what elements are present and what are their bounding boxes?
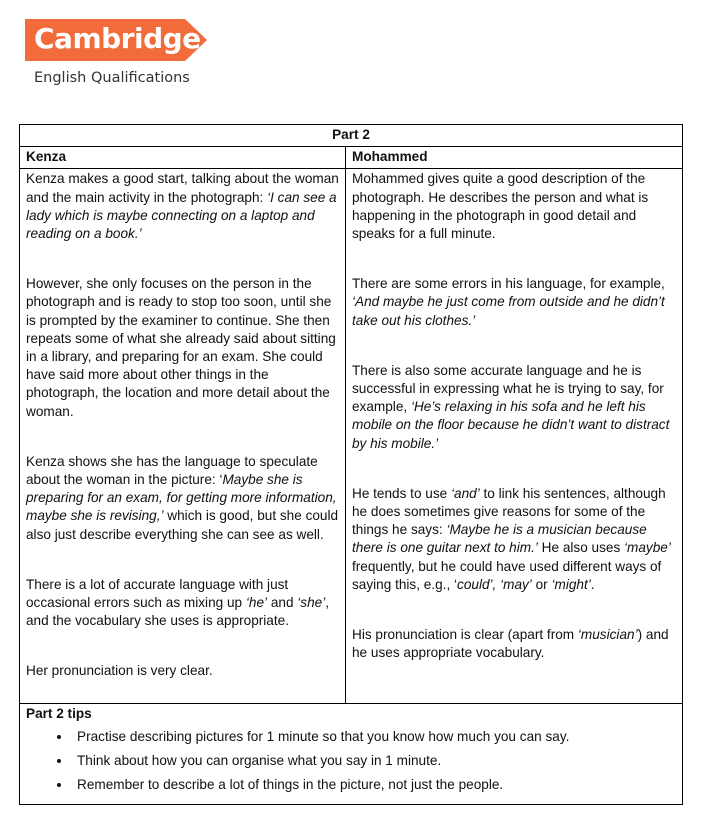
kenza-paragraph-4 xyxy=(26,576,339,631)
mohammed-paragraph-1: Mohammed gives quite a good description of the photograph. He describes the person and what is happening in the photograph in good detail and speaks for a full minute. xyxy=(352,171,649,242)
kenza-paragraph-5: Her pronunciation is very clear. xyxy=(26,663,213,679)
mohammed-p4-quote-and: ‘and’ xyxy=(451,485,480,501)
kenza-p4-text: There is a lot of accurate language with just occasional errors such as mixing up xyxy=(26,576,289,611)
kenza-comments xyxy=(20,169,346,704)
kenza-p3-quote: Maybe she is preparing for an exam, for getting more information, maybe she is revising,’ xyxy=(26,472,337,524)
mohammed-p2-quote: ‘And maybe he just come from outside and he didn’t take out his clothes.’ xyxy=(352,294,665,328)
tips-row xyxy=(20,704,683,805)
mohammed-p5-quote: ‘musician’ xyxy=(577,627,638,643)
tip-item: • Remember to describe a lot of things in the picture, not just the people. xyxy=(72,776,676,794)
table-title-row xyxy=(20,125,683,147)
kenza-paragraph-2: However, she only focuses on the person in the photograph and is ready to stop too soon, until she is prompted by the examiner to continue. She then repeats some of what she already said about sitting in a library, and preparing for an exam. She could have said more about other things in the photograph, the location and more detail about the woman. xyxy=(26,276,336,419)
mohammed-p4-quote-could-may: could’, ‘may’ xyxy=(457,576,532,592)
logo-subtitle: English Qualifications xyxy=(34,70,190,86)
tips-cell xyxy=(20,704,683,805)
kenza-p4-quote-she: ‘she’ xyxy=(297,595,326,611)
mohammed-p4-text-3: He also uses xyxy=(537,540,625,556)
mohammed-p4-text: He tends to use xyxy=(352,485,451,501)
mohammed-p3-quote: ‘He’s relaxing in his sofa and he left his mobile on the floor because he didn’t want to distract by his mobile.’ xyxy=(352,399,670,451)
tip-item: • Practise describing pictures for 1 minute so that you know how much you can say. xyxy=(72,728,676,746)
mohammed-comments xyxy=(346,169,683,704)
comments-row xyxy=(20,169,683,704)
kenza-header: Kenza xyxy=(20,147,346,169)
mohammed-p5-text-end: ) and he uses appropriate vocabulary. xyxy=(352,627,669,661)
mohammed-p4-quote-maybe: ‘maybe’ xyxy=(624,540,671,556)
mohammed-p2-text: There are some errors in his language, for example, xyxy=(352,276,665,292)
mohammed-p4-or: or xyxy=(531,576,552,592)
header-row xyxy=(20,147,683,169)
kenza-p1-quote: ‘I can see a lady which is maybe connecting on a laptop and reading on a book.’ xyxy=(26,189,337,242)
table-title: Part 2 xyxy=(20,125,683,147)
cambridge-logo xyxy=(25,19,207,61)
kenza-p4-and: and xyxy=(267,595,298,611)
kenza-p4-text-end: , and the vocabulary she uses is appropriate. xyxy=(26,595,330,629)
tip-item: • Think about how you can organise what you say in 1 minute. xyxy=(72,752,676,770)
tips-list xyxy=(26,728,676,795)
mohammed-p4-quote-might: ‘might’ xyxy=(551,576,591,592)
kenza-p3-text: Kenza shows she has the language to speculate about the woman in the picture: ‘ xyxy=(26,453,318,488)
kenza-paragraph-1 xyxy=(26,170,339,243)
mohammed-header: Mohammed xyxy=(346,147,683,169)
kenza-p1-text: Kenza makes a good start, talking about the woman and the main activity in the photograph: xyxy=(26,171,339,205)
mohammed-p4-text-2: to link his sentences, although he does sometimes give reasons for some of the things he says: xyxy=(352,485,666,538)
mohammed-paragraph-4 xyxy=(352,485,676,594)
tips-title: Part 2 tips xyxy=(26,706,92,722)
mohammed-p3-text: There is also some accurate language and he is successful in expressing what he is trying to say, for example, xyxy=(352,362,664,415)
kenza-p3-text-end: which is good, but she could also just describe everything she can see as well. xyxy=(26,508,339,542)
mohammed-p5-text: His pronunciation is clear (apart from xyxy=(352,627,578,643)
logo-brand-text: Cambridge xyxy=(34,22,201,55)
mohammed-p4-period: . xyxy=(590,576,595,592)
assessment-table xyxy=(19,124,683,805)
kenza-p4-quote-he: ‘he’ xyxy=(245,595,268,611)
mohammed-p4-text-4: frequently, but he could have used different ways of saying this, e.g., ‘ xyxy=(352,558,662,592)
mohammed-paragraph-5 xyxy=(352,626,676,662)
mohammed-paragraph-3 xyxy=(352,362,676,453)
mohammed-p4-quote-musician: ‘Maybe he is a musician because there is one guitar next to him.’ xyxy=(352,522,647,556)
mohammed-paragraph-2 xyxy=(352,275,676,330)
kenza-paragraph-3 xyxy=(26,453,339,544)
